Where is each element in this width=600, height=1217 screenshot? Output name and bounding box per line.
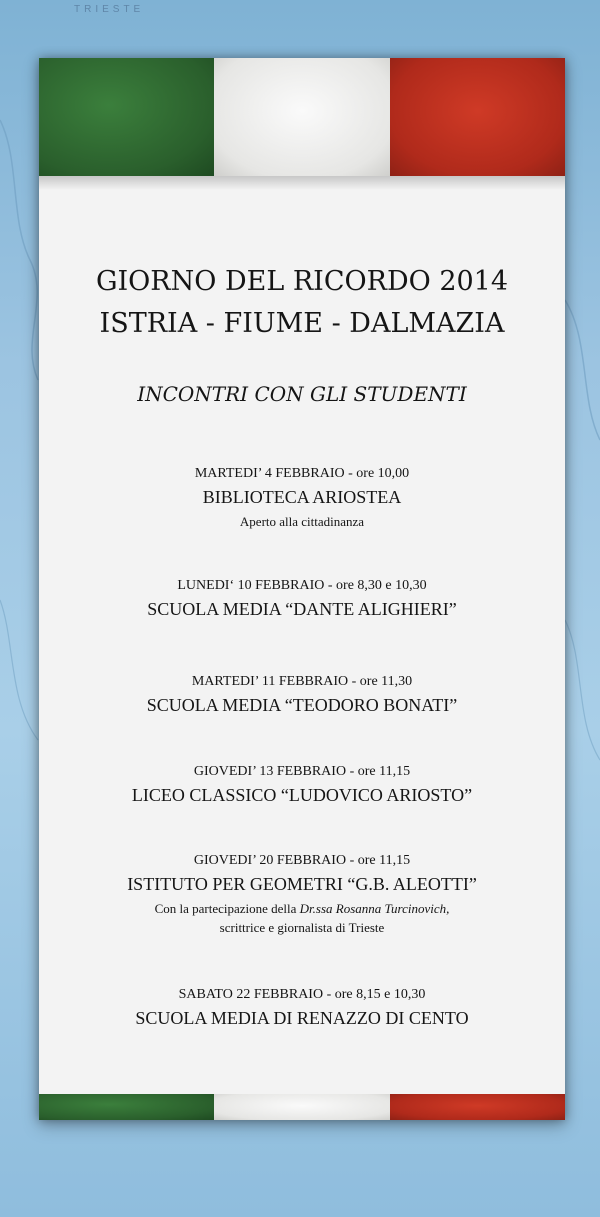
event-date: MARTEDI’ 11 FEBBRAIO - ore 11,30 [191,674,413,689]
poster-panel [39,58,565,1120]
italian-flag-top [39,58,565,176]
flag-white-band [214,1094,389,1120]
event-place: SCUOLA MEDIA “DANTE ALIGHIERI” [147,599,457,619]
event-item [39,764,565,806]
event-item [39,853,565,937]
event-note: Aperto alla cittadinanza [239,514,365,529]
subtitle: INCONTRI CON GLI STUDENTI [137,382,467,406]
flag-red-band [390,1094,565,1120]
event-place: ISTITUTO PER GEOMETRI “G.B. ALEOTTI” [127,874,477,894]
event-item [39,674,565,716]
flag-red-band [390,58,565,176]
flag-white-band [214,58,389,176]
event-place: SCUOLA MEDIA “TEODORO BONATI” [146,695,458,715]
event-place: LICEO CLASSICO “LUDOVICO ARIOSTO” [131,785,473,805]
event-date: GIOVEDI’ 20 FEBBRAIO - ore 11,15 [193,853,411,868]
flag-green-band [39,1094,214,1120]
event-date: GIOVEDI’ 13 FEBBRAIO - ore 11,15 [193,764,411,779]
event-place: BIBLIOTECA ARIOSTEA [202,487,402,507]
event-item [39,466,565,531]
title-line-1: GIORNO DEL RICORDO 2014 [95,266,509,297]
event-date: LUNEDI‘ 10 FEBBRAIO - ore 8,30 e 10,30 [177,578,427,593]
event-date: SABATO 22 FEBBRAIO - ore 8,15 e 10,30 [178,987,426,1002]
event-note-text-2: scrittrice e giornalista di Trieste [219,920,385,935]
event-note-guest: Dr.ssa Rosanna Turcinovich, [299,901,450,916]
event-item [39,578,565,620]
event-place: SCUOLA MEDIA DI RENAZZO DI CENTO [135,1008,469,1028]
event-date: MARTEDI’ 4 FEBBRAIO - ore 10,00 [194,466,410,481]
title-line-2: ISTRIA - FIUME - DALMAZIA [99,308,505,339]
event-item [39,987,565,1029]
italian-flag-bottom [39,1094,565,1120]
flag-green-band [39,58,214,176]
event-note-text: Con la partecipazione della [154,901,300,916]
map-label: TRIESTE [74,4,145,15]
event-note [39,899,565,937]
